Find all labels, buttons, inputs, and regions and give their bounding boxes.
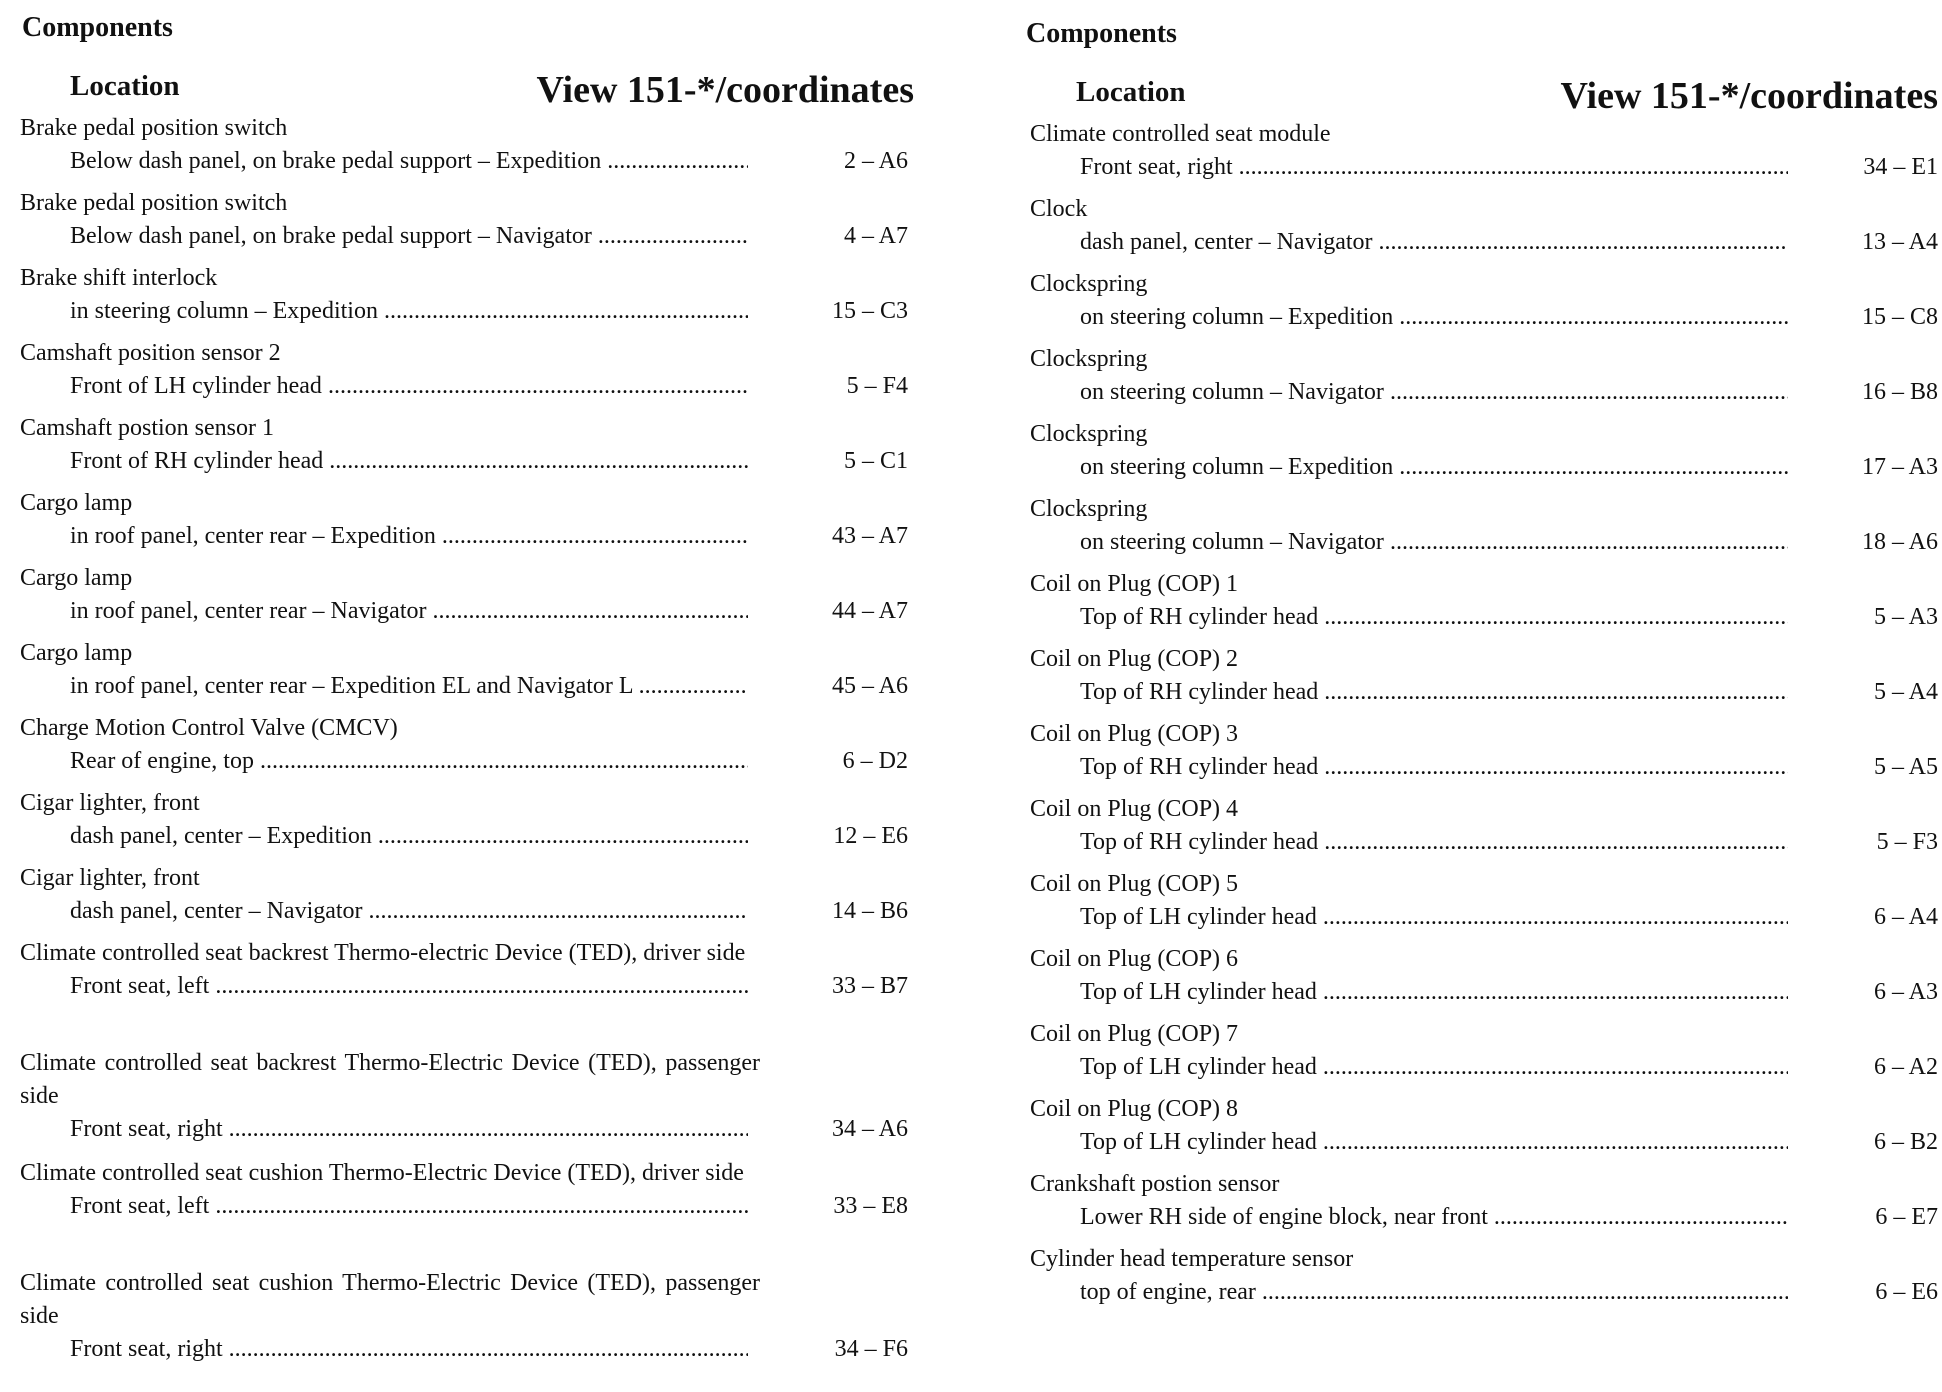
view-coordinate: 6 – D2 <box>842 748 908 774</box>
component-entry <box>1020 268 1942 334</box>
location-row <box>1020 676 1942 709</box>
location-text: Top of LH cylinder head ..... <box>1080 976 1788 1009</box>
component-name: Clockspring <box>1030 271 1148 297</box>
location-text: in roof panel, center rear – Expedition ..... <box>70 520 748 553</box>
view-coordinate: 5 – F4 <box>846 373 908 399</box>
location-row <box>0 520 930 553</box>
view-coordinate: 15 – C8 <box>1861 304 1938 330</box>
component-entry <box>0 712 930 778</box>
view-coordinate: 15 – C3 <box>831 298 908 324</box>
component-name: Cargo lamp <box>20 565 133 591</box>
location-text: Top of LH cylinder head ..... <box>1080 901 1788 934</box>
location-row <box>0 820 930 853</box>
right-view-header: View 151-*/coordinates <box>1560 75 1938 117</box>
component-entry <box>1020 418 1942 484</box>
component-name: Clockspring <box>1030 346 1148 372</box>
component-entry <box>1020 718 1942 784</box>
location-row <box>1020 1126 1942 1159</box>
left-section-title: Components <box>22 12 173 43</box>
component-name: Climate controlled seat backrest Thermo-Electric Device (TED), passenger side <box>20 1050 760 1109</box>
view-coordinate: 5 – A5 <box>1873 754 1938 780</box>
view-coordinate: 4 – A7 <box>843 223 908 249</box>
component-entry <box>0 487 930 553</box>
view-coordinate: 2 – A6 <box>843 148 908 174</box>
location-row <box>1020 1276 1942 1309</box>
location-text: in roof panel, center rear – Expedition EL and Navigator L ..... <box>70 670 748 703</box>
location-text: in roof panel, center rear – Navigator ..... <box>70 595 748 628</box>
component-entry <box>0 862 930 928</box>
component-name: Coil on Plug (COP) 6 <box>1030 946 1239 972</box>
view-coordinate: 34 – F6 <box>834 1336 908 1362</box>
location-text: Front of RH cylinder head ..... <box>70 445 748 478</box>
component-entry <box>1020 493 1942 559</box>
component-name: Coil on Plug (COP) 5 <box>1030 871 1239 897</box>
location-row <box>0 670 930 703</box>
component-entry <box>1020 943 1942 1009</box>
location-row <box>1020 376 1942 409</box>
component-name: Climate controlled seat cushion Thermo-Electric Device (TED), passenger side <box>20 1270 760 1329</box>
component-name: Brake pedal position switch <box>20 190 288 216</box>
location-row <box>1020 151 1942 184</box>
component-name: Coil on Plug (COP) 7 <box>1030 1021 1239 1047</box>
component-name: Climate controlled seat backrest Thermo-electric Device (TED), driver side <box>20 940 746 966</box>
component-entry <box>1020 193 1942 259</box>
view-coordinate: 5 – A3 <box>1873 604 1938 630</box>
component-name: Brake shift interlock <box>20 265 218 291</box>
component-name: Coil on Plug (COP) 3 <box>1030 721 1239 747</box>
component-name: Cigar lighter, front <box>20 790 200 816</box>
component-name: Camshaft position sensor 2 <box>20 340 281 366</box>
location-text: Below dash panel, on brake pedal support – Navigator ..... <box>70 220 748 253</box>
component-name: Clock <box>1030 196 1088 222</box>
component-name: Coil on Plug (COP) 4 <box>1030 796 1239 822</box>
location-row <box>1020 976 1942 1009</box>
component-name: Cargo lamp <box>20 640 133 666</box>
component-entry <box>0 262 930 328</box>
right-section-title: Components <box>1026 18 1177 49</box>
view-coordinate: 5 – A4 <box>1873 679 1938 705</box>
location-row <box>0 1333 930 1366</box>
view-coordinate: 6 – E6 <box>1875 1279 1938 1305</box>
view-coordinate: 43 – A7 <box>831 523 908 549</box>
location-text: Below dash panel, on brake pedal support – Expedition ..... <box>70 145 748 178</box>
location-row <box>1020 751 1942 784</box>
location-text: Front seat, left ..... <box>70 1190 748 1223</box>
view-coordinate: 6 – E7 <box>1875 1204 1938 1230</box>
view-coordinate: 34 – E1 <box>1863 154 1938 180</box>
location-text: Top of LH cylinder head ..... <box>1080 1126 1788 1159</box>
component-name: Climate controlled seat cushion Thermo-Electric Device (TED), driver side <box>20 1160 744 1186</box>
component-entry <box>1020 1018 1942 1084</box>
location-text: Front seat, left ..... <box>70 970 748 1003</box>
component-entry <box>0 637 930 703</box>
location-row <box>0 220 930 253</box>
location-row <box>1020 901 1942 934</box>
location-text: dash panel, center – Navigator ..... <box>70 895 748 928</box>
location-text: Top of RH cylinder head ..... <box>1080 676 1788 709</box>
component-entry <box>0 112 930 178</box>
view-coordinate: 18 – A6 <box>1861 529 1938 555</box>
location-row <box>0 295 930 328</box>
component-entry <box>0 412 930 478</box>
component-entry <box>0 937 930 1003</box>
location-row <box>0 595 930 628</box>
component-entry <box>0 1267 930 1366</box>
right-location-header: Location <box>1076 76 1186 108</box>
view-coordinate: 6 – A3 <box>1873 979 1938 1005</box>
location-row <box>0 745 930 778</box>
component-entry <box>1020 1093 1942 1159</box>
component-entry <box>0 1047 930 1146</box>
location-text: Lower RH side of engine block, near front ..... <box>1080 1201 1788 1234</box>
component-entry <box>0 787 930 853</box>
view-coordinate: 6 – A4 <box>1873 904 1938 930</box>
view-coordinate: 45 – A6 <box>831 673 908 699</box>
component-entry <box>1020 1168 1942 1234</box>
location-text: dash panel, center – Expedition ..... <box>70 820 748 853</box>
location-text: Top of LH cylinder head ..... <box>1080 1051 1788 1084</box>
component-entry <box>0 1157 930 1223</box>
component-name: Brake pedal position switch <box>20 115 288 141</box>
component-name: Coil on Plug (COP) 8 <box>1030 1096 1239 1122</box>
location-row <box>1020 301 1942 334</box>
location-text: Front seat, right ..... <box>70 1333 748 1366</box>
component-name: Cargo lamp <box>20 490 133 516</box>
location-text: Front seat, right ..... <box>70 1113 748 1146</box>
view-coordinate: 5 – F3 <box>1876 829 1938 855</box>
component-entry <box>1020 118 1942 184</box>
location-text: Top of RH cylinder head ..... <box>1080 601 1788 634</box>
left-location-header: Location <box>70 70 180 102</box>
component-entry <box>1020 868 1942 934</box>
location-row <box>1020 1201 1942 1234</box>
view-coordinate: 33 – E8 <box>833 1193 908 1219</box>
component-entry <box>1020 1243 1942 1309</box>
component-entry <box>0 562 930 628</box>
location-text: Front seat, right ..... <box>1080 151 1788 184</box>
location-row <box>0 970 930 1003</box>
location-text: dash panel, center – Navigator ..... <box>1080 226 1788 259</box>
location-row <box>0 370 930 403</box>
component-entry <box>1020 568 1942 634</box>
component-entry <box>0 337 930 403</box>
location-text: Top of RH cylinder head ..... <box>1080 826 1788 859</box>
location-text: on steering column – Navigator ..... <box>1080 526 1788 559</box>
view-coordinate: 17 – A3 <box>1861 454 1938 480</box>
view-coordinate: 44 – A7 <box>831 598 908 624</box>
view-coordinate: 6 – B2 <box>1873 1129 1938 1155</box>
view-coordinate: 5 – C1 <box>843 448 908 474</box>
component-name: Charge Motion Control Valve (CMCV) <box>20 715 398 741</box>
component-entry <box>0 187 930 253</box>
location-text: on steering column – Expedition ..... <box>1080 301 1788 334</box>
view-coordinate: 34 – A6 <box>831 1116 908 1142</box>
location-text: in steering column – Expedition ..... <box>70 295 748 328</box>
location-row <box>0 145 930 178</box>
component-name: Climate controlled seat module <box>1030 121 1331 147</box>
location-text: Front of LH cylinder head ..... <box>70 370 748 403</box>
location-row <box>1020 226 1942 259</box>
location-row <box>0 895 930 928</box>
component-name: Coil on Plug (COP) 1 <box>1030 571 1239 597</box>
location-row <box>1020 1051 1942 1084</box>
component-name: Crankshaft postion sensor <box>1030 1171 1280 1197</box>
view-coordinate: 14 – B6 <box>831 898 908 924</box>
component-name: Camshaft postion sensor 1 <box>20 415 274 441</box>
location-text: on steering column – Expedition ..... <box>1080 451 1788 484</box>
view-coordinate: 13 – A4 <box>1861 229 1938 255</box>
component-name: Clockspring <box>1030 496 1148 522</box>
location-text: Rear of engine, top ..... <box>70 745 748 778</box>
location-row <box>0 1190 930 1223</box>
location-text: top of engine, rear ..... <box>1080 1276 1788 1309</box>
view-coordinate: 16 – B8 <box>1861 379 1938 405</box>
location-row <box>1020 826 1942 859</box>
component-entry <box>1020 643 1942 709</box>
location-row <box>0 1113 930 1146</box>
component-name: Cylinder head temperature sensor <box>1030 1246 1354 1272</box>
left-view-header: View 151-*/coordinates <box>536 69 914 111</box>
component-entry <box>1020 343 1942 409</box>
location-row <box>1020 526 1942 559</box>
location-text: Top of RH cylinder head ..... <box>1080 751 1788 784</box>
location-text: on steering column – Navigator ..... <box>1080 376 1788 409</box>
component-entry <box>1020 793 1942 859</box>
component-name: Clockspring <box>1030 421 1148 447</box>
view-coordinate: 6 – A2 <box>1873 1054 1938 1080</box>
view-coordinate: 33 – B7 <box>831 973 908 999</box>
location-row <box>1020 601 1942 634</box>
view-coordinate: 12 – E6 <box>833 823 908 849</box>
location-row <box>1020 451 1942 484</box>
location-row <box>0 445 930 478</box>
component-name: Coil on Plug (COP) 2 <box>1030 646 1239 672</box>
component-name: Cigar lighter, front <box>20 865 200 891</box>
